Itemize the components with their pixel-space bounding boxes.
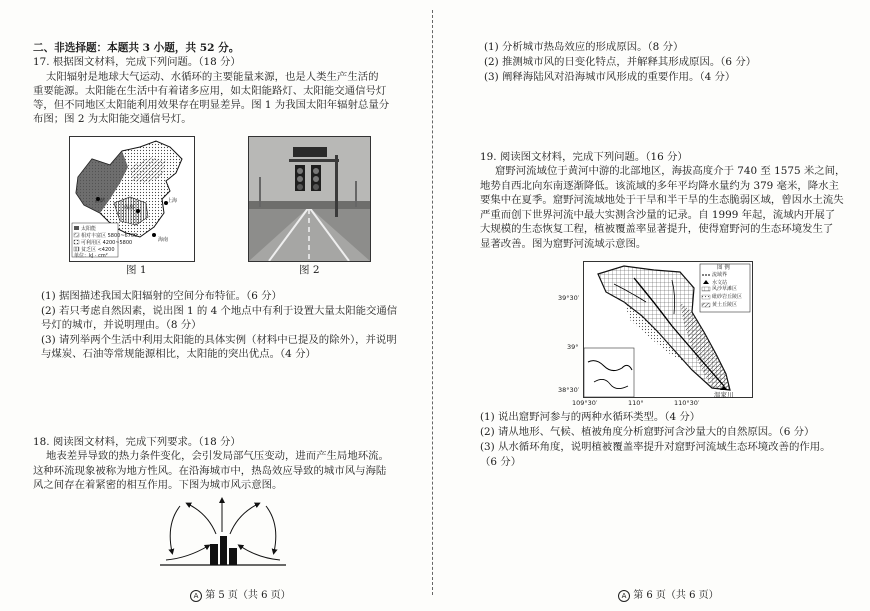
lon-label: 109°30′ xyxy=(572,399,598,407)
map-unit: 单位：kJ · cm² xyxy=(74,253,108,259)
footer-mark-a: A xyxy=(618,590,630,602)
basin-legend-item: 黄土丘陵区 xyxy=(712,302,738,308)
q18-para-line: 风之间存在着紧密的相互作用。下图为城市风示意图。 xyxy=(33,479,283,491)
lat-label: 39° xyxy=(567,343,579,351)
map-legend-item: 太阳能 xyxy=(81,226,97,232)
map-legend-item: 可利用区 4200~5800 xyxy=(81,240,133,246)
q17-question-3-cont: 与煤炭、石油等常规能源相比，太阳能的突出优点。（4 分） xyxy=(41,348,316,360)
lon-label: 110° xyxy=(628,399,644,407)
q17-question-1: (1) 据图描述我国太阳辐射的空间分布特征。（6 分） xyxy=(41,290,282,302)
footer-left-page-number: 第 5 页（共 6 页） xyxy=(205,590,291,601)
kuye-river-basin-map xyxy=(583,261,753,398)
lon-label: 110°30′ xyxy=(674,399,700,407)
q18-para-line: 地表差异导致的热力条件变化，会引发局部气压变动，进而产生局地环流。 xyxy=(46,450,389,462)
q17-para-line: 布图；图 2 为太阳能交通信号灯。 xyxy=(33,113,192,125)
map-label-hainan: 海南 xyxy=(158,237,169,243)
footer-mark-a: A xyxy=(190,590,202,602)
basin-legend-item: 水文站 xyxy=(712,280,728,286)
q19-question-2: (2) 请从地形、气候、植被角度分析窟野河含沙量大的自然原因。（6 分） xyxy=(480,426,815,438)
q18-question-1: (1) 分析城市热岛效应的形成原因。（8 分） xyxy=(484,41,684,53)
q19-question-1: (1) 说出窟野河参与的两种水循环类型。（4 分） xyxy=(480,411,701,423)
q18-question-2: (2) 推测城市风的日变化特点，并解释其形成原因。（6 分） xyxy=(484,56,757,68)
q18-question-3: (3) 阐释海陆风对沿海城市风形成的重要作用。（4 分） xyxy=(484,71,736,83)
q17-para-line: 太阳辐射是地球大气运动、水循环的主要能量来源，也是人类生产生活的 xyxy=(46,71,379,83)
q17-question-3: (3) 请列举两个生活中利用太阳能的具体实例（材料中已提及的除外），并说明 xyxy=(41,334,397,346)
city-wind-arrows-graphic xyxy=(158,494,288,570)
map-label-chengdu: 成都 xyxy=(124,205,135,211)
traffic-light-photo-graphic xyxy=(249,137,370,261)
q18-para-line: 这种环流现象被称为地方性风。在沿海城市中，热岛效应导致的城市风与海陆 xyxy=(33,465,387,477)
q19-para-line: 地势自西北向东南逐渐降低。该流域的多年平均降水量约为 379 毫米，降水主 xyxy=(480,180,839,192)
lat-label: 39°30′ xyxy=(558,294,580,302)
footer-right-page-number: 第 6 页（共 6 页） xyxy=(633,590,719,601)
basin-legend-item: 流域界 xyxy=(712,272,728,278)
q19-question-3-cont: （6 分） xyxy=(480,456,522,468)
footer-left xyxy=(190,586,291,602)
q17-question-2: (2) 若只考虑自然因素，说出图 1 的 4 个地点中有利于设置大量太阳能交通信 xyxy=(41,305,398,317)
figure-2-caption: 图 2 xyxy=(299,264,320,276)
lat-label: 38°30′ xyxy=(558,386,580,394)
q19-para-line: 显著改善。图为窟野河流域示意图。 xyxy=(480,238,647,250)
q17-question-2-cont: 号灯的城市，并说明理由。（8 分） xyxy=(41,319,202,331)
q19-question-3: (3) 从水循环角度，说明植被覆盖率提升对窟野河流域生态环境改善的作用。 xyxy=(480,441,831,453)
q19-para-line: 大规模的生态恢复工程，植被覆盖率显著提升，使得窟野河的生态环境发生了 xyxy=(480,223,834,235)
q19-para-line: 严重而创下世界河流中最大实测含沙量的记录。自 1999 年起，流域内开展了 xyxy=(480,209,836,221)
q17-para-line: 等，但不同地区太阳能利用效果存在明显差异。图 1 为我国太阳年辐射总量分 xyxy=(33,99,390,111)
basin-legend-item: 砒砂岩丘陵区 xyxy=(712,294,743,300)
city-wind-diagram xyxy=(158,494,288,570)
q17-header: 17. 根据图文材料，完成下列问题。（18 分） xyxy=(33,56,241,68)
q19-para-line: 要集中在夏季。窟野河流域地处于干旱和半干旱的生态脆弱区域，曾因水土流失 xyxy=(480,194,844,206)
basin-legend-title: 图 例 xyxy=(717,265,730,271)
q18-header: 18. 阅读图文材料，完成下列要求。（18 分） xyxy=(33,436,241,448)
station-label: 温家川 xyxy=(714,391,734,399)
map-label-shanghai: 上海 xyxy=(167,198,178,204)
q19-para-line: 窟野河流域位于黄河中游的北部地区，海拔高度介于 740 至 1575 米之间， xyxy=(495,165,846,177)
page-divider xyxy=(432,10,433,595)
map-label-lhasa: 拉萨 xyxy=(95,198,106,204)
figure-2-solar-traffic-light-photo xyxy=(248,136,371,262)
basin-legend-item: 风沙草滩区 xyxy=(712,286,738,292)
map-legend-item: 相对丰富区 5800~6700 xyxy=(81,233,138,239)
footer-right xyxy=(618,586,719,602)
q19-header: 19. 阅读图文材料，完成下列问题。（16 分） xyxy=(480,151,688,163)
section-title: 二、非选择题：本题共 3 小题，共 52 分。 xyxy=(33,42,240,54)
map-legend-item: 贫乏区 <4200 xyxy=(81,247,115,253)
figure-1-china-solar-map xyxy=(69,136,195,262)
figure-1-caption: 图 1 xyxy=(126,264,147,276)
q17-para-line: 重要能源。太阳能在生活中有着诸多应用，如太阳能路灯、太阳能交通信号灯 xyxy=(33,85,387,97)
